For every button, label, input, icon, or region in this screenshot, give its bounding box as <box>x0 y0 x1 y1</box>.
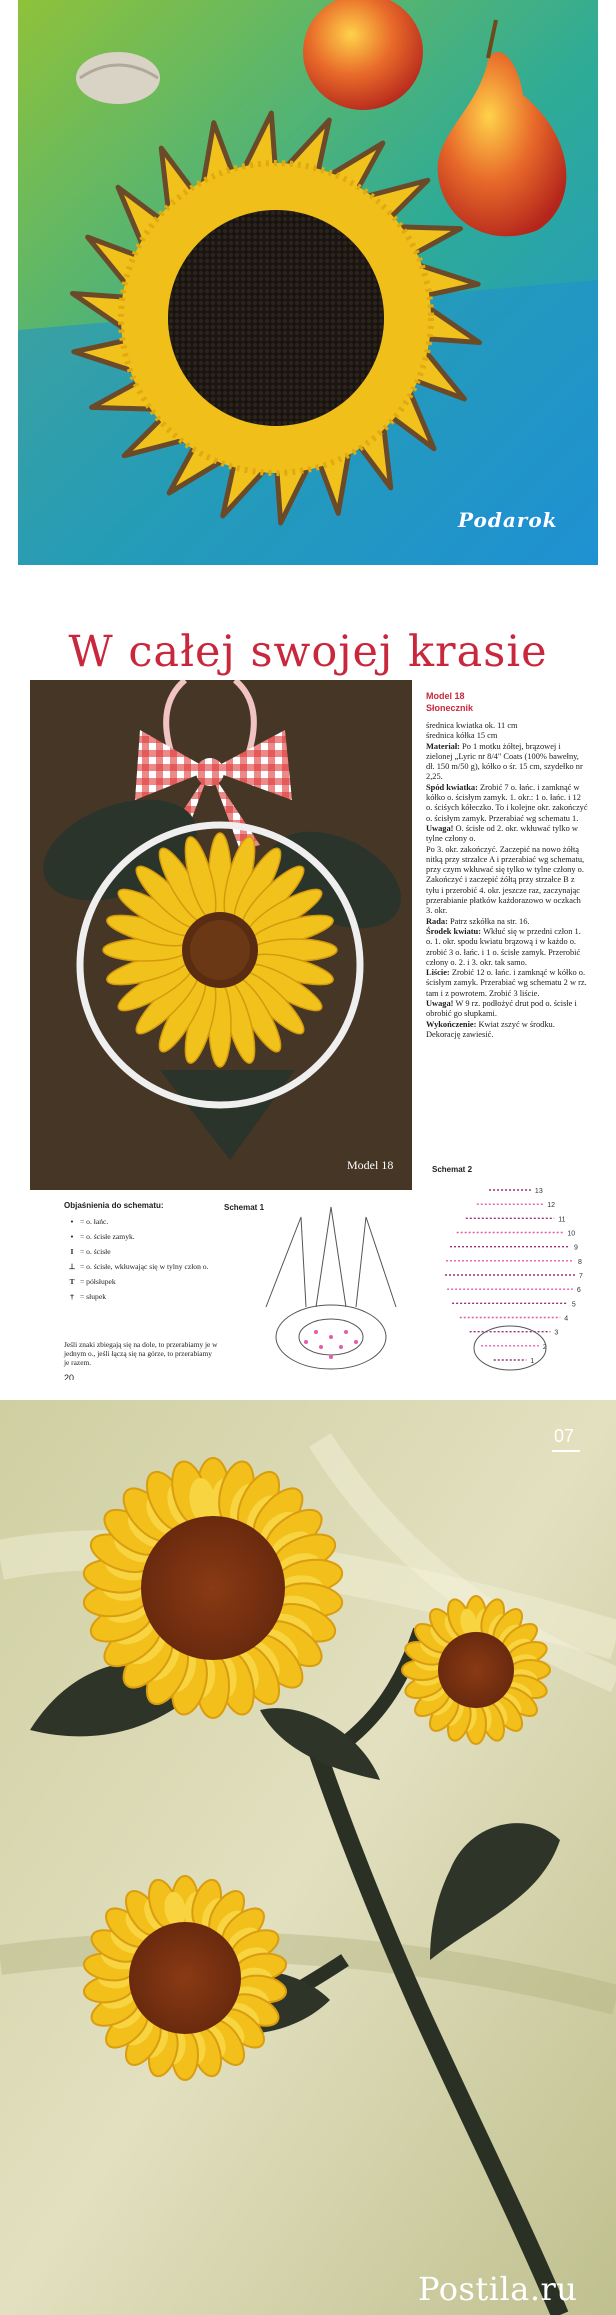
leaf-crochet-chart <box>430 1180 600 1375</box>
legend-text: = półsłupek <box>80 1277 116 1286</box>
legend-note: Jeśli znaki zbiegają się na dole, to przerabiamy je w jednym o., jeśli łączą się na górze, to przerabiamy je razem. <box>64 1340 218 1367</box>
instruction-label: Środek kwiatu: <box>426 926 484 936</box>
chart-row-label: 1 <box>530 1358 535 1365</box>
instruction-text: O. ścisłe od 2. okr. wkłuwać tylko w tylne człony o. <box>426 823 578 844</box>
instruction-paragraph <box>426 783 588 824</box>
potholder-photo <box>0 0 616 565</box>
photo-caption: Model 18 <box>347 1158 394 1172</box>
legend-symbol: ⊥ <box>68 1262 76 1271</box>
instruction-text: Zrobić 12 o. łańc. i zamknąć w kółko o. ścisłym zamyk. Przerabiać wg schematu 2 w rz. tam i z powrotem. Zrobić 3 liście. <box>426 968 587 998</box>
instruction-label: Uwaga! <box>426 823 456 833</box>
chart-row-label: 12 <box>547 1202 556 1210</box>
chart-row-label: 7 <box>578 1273 583 1280</box>
legend-text: = o. łańc. <box>80 1217 109 1226</box>
instruction-paragraph <box>426 845 588 917</box>
chart-row-label: 8 <box>577 1258 582 1266</box>
instruction-text: Po 1 motku żółtej, brązowej i zielonej „Lyric nr 8/4" Coats (100% bawełny, dł. 150 m/50 g), kółko o śr. 15 cm, szydełko nr 2,25. <box>426 741 583 782</box>
instruction-paragraph <box>426 1020 588 1041</box>
chart-row-label: 4 <box>564 1315 569 1323</box>
instruction-label: Liście: <box>426 968 452 978</box>
chart-row-label: 13 <box>534 1188 543 1195</box>
chart-row-label: 3 <box>554 1329 559 1337</box>
instruction-paragraph <box>426 968 588 999</box>
legend-text: = o. ścisłe <box>80 1247 111 1256</box>
legend-symbol: I <box>70 1247 74 1256</box>
article-title: W całej swojej krasie <box>68 627 548 677</box>
magazine-page <box>0 585 616 1380</box>
instruction-label: Spód kwiatka: <box>426 782 480 792</box>
legend-symbol: † <box>70 1292 74 1301</box>
crochet-sunflowers-image <box>0 1400 616 2315</box>
instruction-label: Uwaga! <box>426 999 456 1009</box>
instruction-paragraph <box>426 742 588 783</box>
instruction-text: Wkłuć się w przedni człon 1. o. 1. okr. spodu kwiatu brązową i w każdo o. zrobić 3 o. łańc. i 1 o. ścisłe zamyk. Przerobić człony o. 2. i 3. okr. tak samo. <box>426 926 581 967</box>
chart-row-label: 11 <box>558 1216 566 1224</box>
instruction-text: średnica kwiatka ok. 11 cm <box>426 721 518 730</box>
instruction-text: Kwiat zszyć w środku. Dekorację zawiesić. <box>426 1019 555 1039</box>
instruction-text: W 9 rz. podłożyć drut pod o. ścisłe i obrobić go słupkami. <box>426 999 577 1019</box>
instruction-label: Rada: <box>426 916 450 926</box>
legend-text: = o. ścisłe zamyk. <box>80 1232 135 1241</box>
instruction-paragraph <box>426 824 588 845</box>
instruction-label: Materiał: <box>426 741 463 751</box>
legend-text: = o. ścisłe, wkłuwając się w tylny człon o. <box>80 1262 209 1271</box>
petal-crochet-chart <box>246 1197 416 1377</box>
chart-row-label: 9 <box>574 1244 578 1252</box>
legend-row <box>64 1217 224 1232</box>
sunflower-potholder-image <box>18 0 598 565</box>
instruction-text: Patrz szkółka na str. 16. <box>449 916 530 926</box>
chart-base-ring <box>474 1326 546 1370</box>
legend <box>64 1217 224 1307</box>
legend-row <box>64 1262 224 1277</box>
legend-text: = słupek <box>80 1292 107 1301</box>
model-name: Słonecznik <box>426 703 474 713</box>
model-number: Model 18 <box>426 691 465 701</box>
legend-symbol: T <box>69 1277 75 1286</box>
instruction-text: Zrobić 7 o. łańc. i zamknąć w kółko o. ścisłym zamyk. 1. okr.: 1 o. łańc. i 12 o. ściśych kółeczko. To i kolejne okr. zakończyć o. ścisłym zamyk. Przerabiać wg schematu 1. <box>426 782 588 823</box>
legend-row <box>64 1277 224 1292</box>
watermark-text: Podarok <box>458 508 558 532</box>
badge-underline <box>552 1450 580 1452</box>
legend-symbol: • <box>70 1217 74 1226</box>
instruction-text: Po 3. okr. zakończyć. Zaczepić na nowo żółtą nitką przy strzałce A i przerabiać wg schematu, przy czym wkłuwać się tylko w tylne człony o. Zakończyć i zaczepić żółtą przy strzałce B z tyłu i przerobić 4. okr. jeszcze raz, zaczynając przerabianie płatków każdorazowo w oczkach 3. okr. <box>426 844 585 916</box>
schema1-label: Schemat 1 <box>224 1203 265 1212</box>
schema2-label: Schemat 2 <box>432 1165 473 1174</box>
chart-row-label: 10 <box>567 1230 576 1238</box>
legend-row <box>64 1247 224 1262</box>
instruction-paragraph <box>426 999 588 1020</box>
page-badge: 07 <box>554 1426 575 1446</box>
instruction-paragraph <box>426 927 588 968</box>
page-number: 20 <box>64 1373 75 1380</box>
legend-row <box>64 1232 224 1247</box>
sunflowers-photo <box>0 1400 616 2315</box>
instructions-text <box>426 721 588 1141</box>
chart-row-label: 2 <box>542 1343 547 1351</box>
chart-row-label: 6 <box>576 1287 581 1295</box>
legend-symbol: • <box>70 1232 74 1241</box>
sunflower-wreath-photo <box>30 680 412 1190</box>
legend-row <box>64 1292 224 1307</box>
instruction-paragraph <box>426 917 588 927</box>
instruction-paragraph <box>426 731 588 741</box>
instruction-paragraph <box>426 721 588 731</box>
instruction-text: średnica kółka 15 cm <box>426 731 498 741</box>
site-watermark: Postila.ru <box>418 2270 578 2308</box>
chart-row-label: 5 <box>571 1301 576 1309</box>
instruction-label: Wykończenie: <box>426 1019 479 1029</box>
legend-title: Objaśnienia do schematu: <box>64 1201 164 1210</box>
